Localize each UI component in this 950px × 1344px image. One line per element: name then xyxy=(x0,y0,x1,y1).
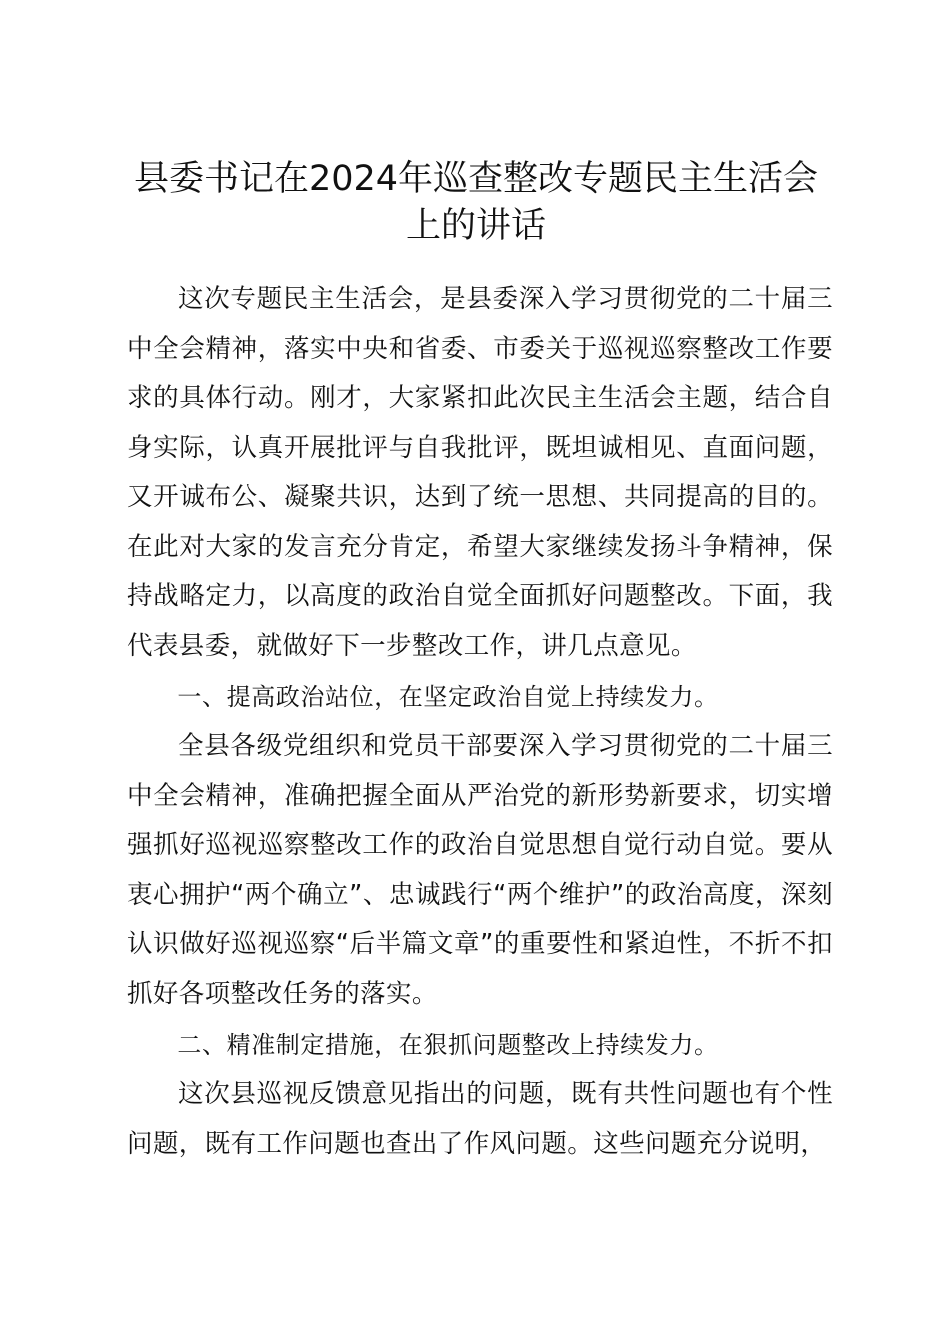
section-heading-1: 一、提高政治站位，在坚定政治自觉上持续发力。 xyxy=(177,683,719,711)
paragraph-section-2: 这次县巡视反馈意见指出的问题，既有共性问题也有个性问题，既有工作问题也查出了作风问题。这些问题充分说明， xyxy=(127,1079,833,1159)
section-heading-2: 二、精准制定措施，在狠抓问题整改上持续发力。 xyxy=(177,1031,719,1059)
paragraph-intro: 这次专题民主生活会，是县委深入学习贯彻党的二十届三中全会精神，落实中央和省委、市委关于巡视巡察整改工作要求的具体行动。刚才，大家紧扣此次民主生活会主题，结合自身实际，认真开展批评与自我批评，既坦诚相见、直面问题，又开诚布公、凝聚共识，达到了统一思想、共同提高的目的。在此对大家的发言充分肯定，希望大家继续发扬斗争精神，保持战略定力，以高度的政治自觉全面抓好问题整改。下面，我代表县委，就做好下一步整改工作，讲几点意见。 xyxy=(127,284,833,661)
paragraph-section-1: 全县各级党组织和党员干部要深入学习贯彻党的二十届三中全会精神，准确把握全面从严治党的新形势新要求，切实增强抓好巡视巡察整改工作的政治自觉思想自觉行动自觉。要从衷心拥护“两个确立”、忠诚践行“两个维护”的政治高度，深刻认识做好巡视巡察“后半篇文章”的重要性和紧迫性，不折不扣抓好各项整改任务的落实。 xyxy=(127,731,833,1009)
document-title: 县委书记在2024年巡查整改专题民主生活会上的讲话 xyxy=(133,159,819,246)
document-body xyxy=(127,275,833,1170)
